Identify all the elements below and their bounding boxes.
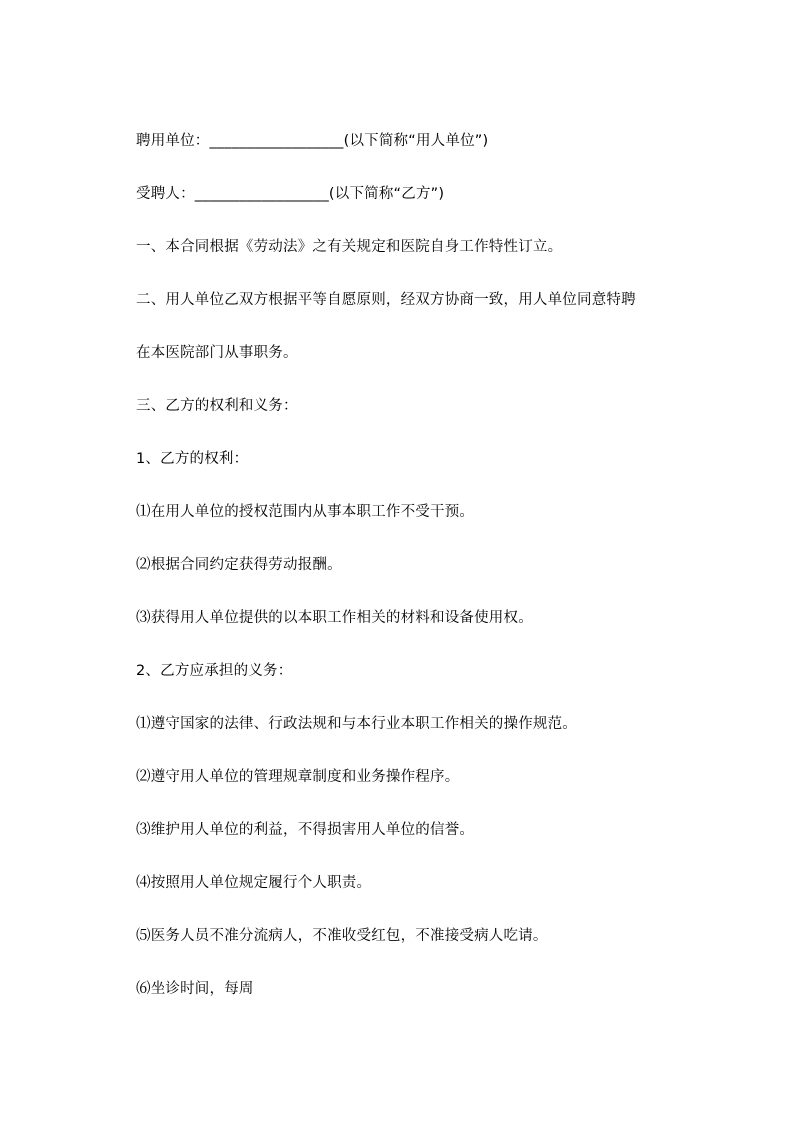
employer-line: 聘用单位：__________________(以下简称“用人单位”)	[136, 133, 489, 149]
clause-1: 一、本合同根据《劳动法》之有关规定和医院自身工作特性订立。	[136, 239, 563, 255]
rights-heading: 1、乙方的权利：	[136, 451, 249, 467]
duties-heading: 2、乙方应承担的义务：	[136, 663, 293, 679]
duty-item-3: ⑶维护用人单位的利益，不得损害用人单位的信誉。	[136, 822, 475, 838]
duty-item-2: ⑵遵守用人单位的管理规章制度和业务操作程序。	[136, 769, 460, 785]
right-item-2: ⑵根据合同约定获得劳动报酬。	[136, 557, 342, 573]
clause-2: 二、用人单位乙双方根据平等自愿原则，经双方协商一致，用人单位同意特聘	[136, 292, 636, 308]
right-item-3: ⑶获得用人单位提供的以本职工作相关的材料和设备使用权。	[136, 610, 533, 626]
right-item-1: ⑴在用人单位的授权范围内从事本职工作不受干预。	[136, 504, 475, 520]
clause-3-heading: 三、乙方的权利和义务：	[136, 398, 298, 414]
duty-item-5: ⑸医务人员不准分流病人，不准收受红包，不准接受病人吃请。	[136, 928, 548, 944]
clause-2-continued: 在本医院部门从事职务。	[136, 345, 298, 361]
duty-item-1: ⑴遵守国家的法律、行政法规和与本行业本职工作相关的操作规范。	[136, 716, 577, 732]
duty-item-6: ⑹坐诊时间，每周	[136, 981, 254, 997]
employee-line: 受聘人：__________________(以下简称“乙方”)	[136, 186, 445, 202]
duty-item-4: ⑷按照用人单位规定履行个人职责。	[136, 875, 372, 891]
